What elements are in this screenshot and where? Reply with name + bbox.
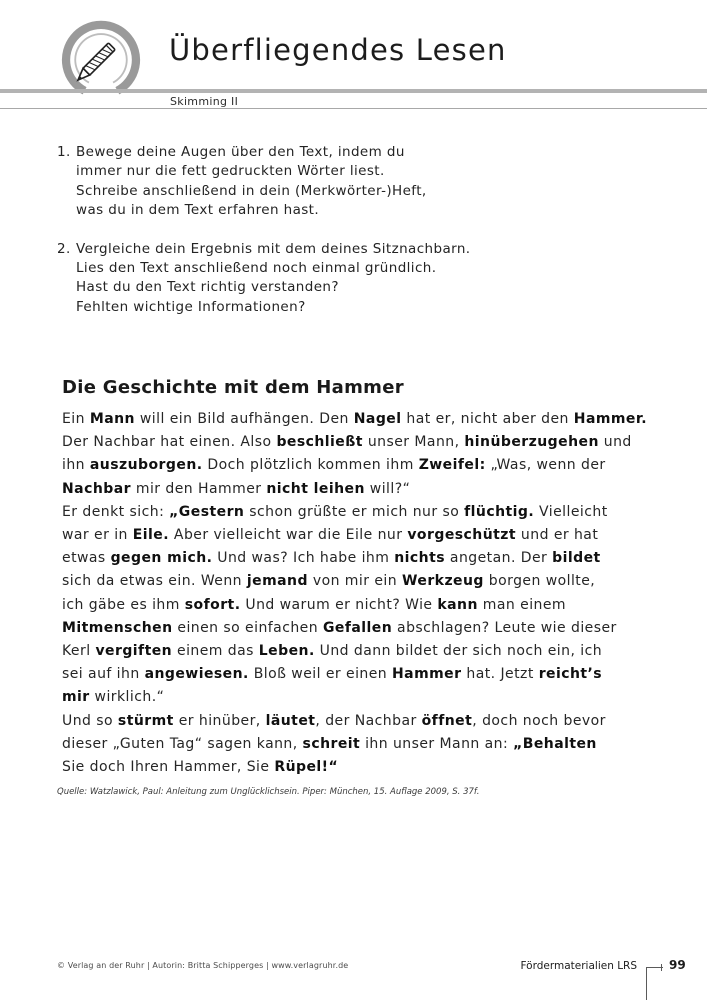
story-text-line: ihn auszuborgen. Doch plötzlich kommen ihm Zweifel: „Was, wenn der xyxy=(62,457,606,474)
header-rule-thin xyxy=(0,108,707,109)
story-text-line: Nachbar mir den Hammer nicht leihen will?“ xyxy=(62,480,411,497)
page-number: 99 xyxy=(669,958,686,972)
instruction-number: 2. xyxy=(57,240,71,257)
story-text-line: Kerl vergiften einem das Leben. Und dann bildet der sich noch ein, ich xyxy=(62,643,603,660)
page-number-bracket xyxy=(646,967,663,1000)
story-text-line: war er in Eile. Aber vielleicht war die Eile nur vorgeschützt und er hat xyxy=(62,527,599,544)
story-text-line: Der Nachbar hat einen. Also beschließt unser Mann, hinüberzugehen und xyxy=(62,434,632,451)
instruction-text: Vergleiche dein Ergebnis mit dem deines Sitznachbarn. Lies den Text anschließend noch einmal gründlich. Hast du den Text richtig verstanden? Fehlten wichtige Informationen? xyxy=(76,240,471,315)
story-source-citation: Quelle: Watzlawick, Paul: Anleitung zum Unglücklichsein. Piper: München, 15. Auflage 2009, S. 37f. xyxy=(57,787,480,797)
instruction-text: Bewege deine Augen über den Text, indem du immer nur die fett gedruckten Wörter liest. Schreibe anschließend in dein (Merkwörter-)Heft, was du in dem Text erfahren hast. xyxy=(76,144,427,219)
story-text-line: Sie doch Ihren Hammer, Sie Rüpel!“ xyxy=(62,759,339,776)
story-text-line: sich da etwas ein. Wenn jemand von mir ein Werkzeug borgen wollte, xyxy=(62,573,596,590)
story-text-line: ich gäbe es ihm sofort. Und warum er nicht? Wie kann man einem xyxy=(62,596,567,613)
page-number-bracket-tick xyxy=(661,964,662,971)
story-text-line: mir wirklich.“ xyxy=(62,689,165,706)
instruction-item-1 xyxy=(57,143,470,221)
story-text-line: Ein Mann will ein Bild aufhängen. Den Nagel hat er, nicht aber den Hammer. xyxy=(62,411,647,427)
page-title: Überfliegendes Lesen xyxy=(169,33,507,67)
story-text-line: Und so stürmt er hinüber, läutet, der Nachbar öffnet, doch noch bevor xyxy=(62,712,606,729)
story-text-line: etwas gegen mich. Und was? Ich habe ihm nichts angetan. Der bildet xyxy=(62,550,601,567)
story-title: Die Geschichte mit dem Hammer xyxy=(62,377,404,398)
instruction-number: 1. xyxy=(57,144,71,160)
story-text-line: Er denkt sich: „Gestern schon grüßte er mich nur so flüchtig. Vielleicht xyxy=(62,503,608,520)
story-text-line: dieser „Guten Tag“ sagen kann, schreit ihn unser Mann an: „Behalten xyxy=(62,735,597,752)
page-subtitle: Skimming II xyxy=(170,95,239,108)
instruction-item-2 xyxy=(57,240,470,318)
story-body xyxy=(62,408,647,779)
story-text-line: Mitmenschen einen so einfachen Gefallen abschlagen? Leute wie dieser xyxy=(62,619,617,636)
footer-imprint: © Verlag an der Ruhr | Autorin: Britta Schipperges | www.verlagruhr.de xyxy=(57,961,349,970)
header-rule-thick xyxy=(0,89,707,93)
instruction-list xyxy=(57,143,470,317)
story-text-line: sei auf ihn angewiesen. Bloß weil er einen Hammer hat. Jetzt reicht’s xyxy=(62,666,603,683)
footer-series-title: Fördermaterialien LRS xyxy=(520,960,637,972)
